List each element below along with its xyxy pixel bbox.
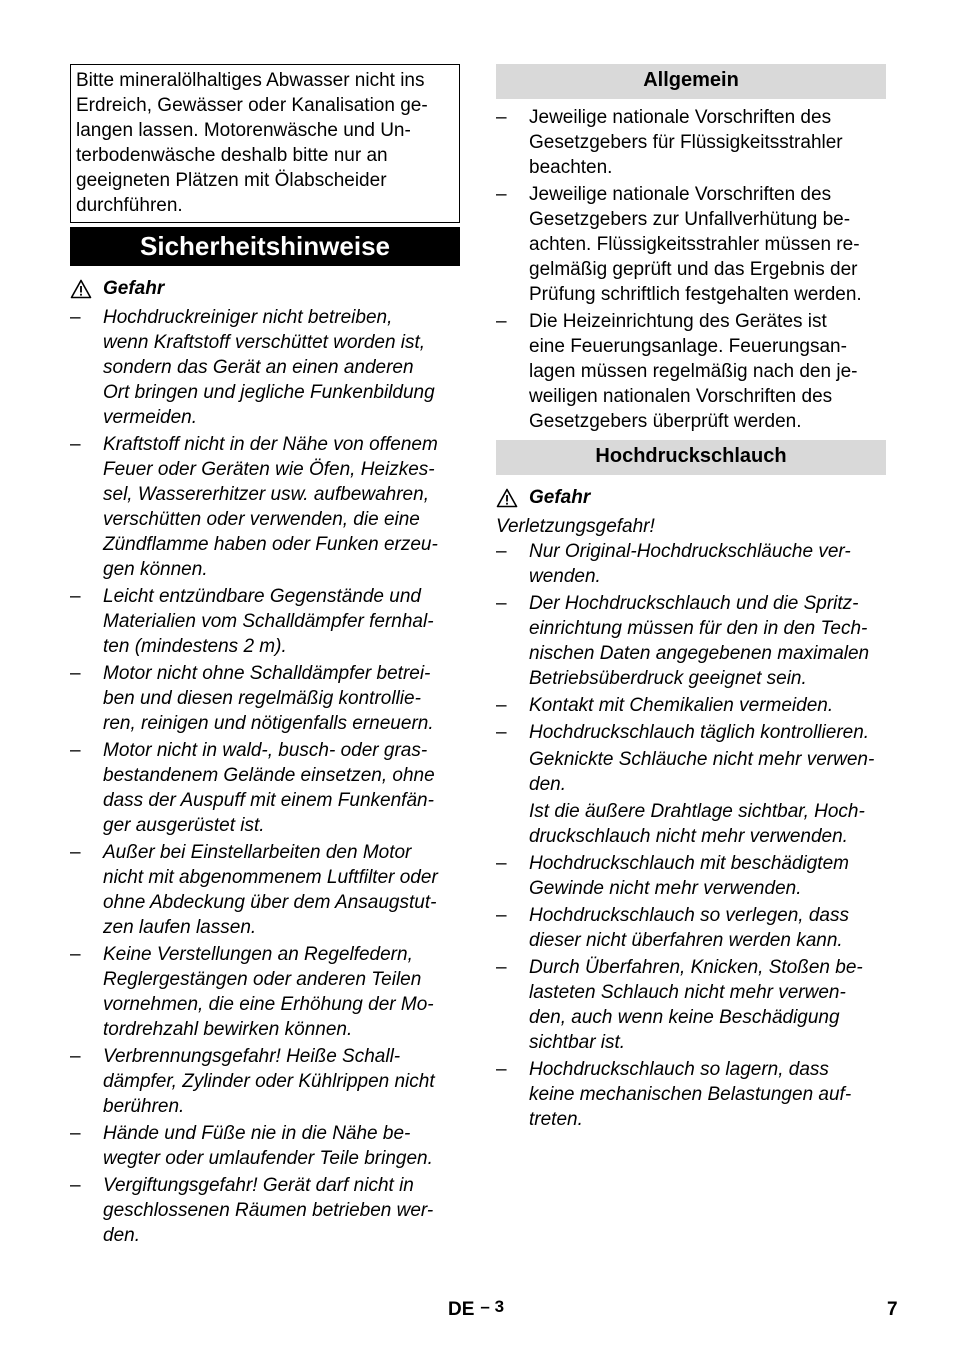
text-line: Bitte mineralölhaltiges Abwasser nicht ins [76, 70, 425, 91]
list-item [496, 591, 886, 691]
text-line: terbodenwäsche deshalb bitte nur an [76, 145, 388, 166]
text-line: Motor nicht in wald-, busch- oder gras- [103, 740, 428, 761]
danger-heading [70, 276, 460, 301]
hose-paragraph [496, 747, 886, 797]
text-line: Hochdruckschlauch täglich kontrollieren. [529, 722, 870, 743]
dash-bullet: – [496, 957, 507, 978]
text-line: Der Hochdruckschlauch und die Spritz- [529, 593, 859, 614]
footer-language: DE [448, 1299, 475, 1320]
text-line: den. [103, 1225, 140, 1246]
text-line: gelmäßig geprüft und das Ergebnis der [529, 259, 858, 280]
text-line: Hände und Füße nie in die Nähe be- [103, 1123, 411, 1144]
hose-list-b [496, 851, 886, 1132]
hose-paragraphs [496, 747, 886, 849]
text-line: geeigneten Plätzen mit Ölabscheider [76, 170, 387, 191]
text-line: nicht mit abgenommenem Luftfilter oder [103, 867, 438, 888]
dash-bullet: – [496, 541, 507, 562]
dash-bullet: – [70, 1046, 81, 1067]
list-item [496, 539, 886, 589]
text-line: verschütten oder verwenden, die eine [103, 509, 420, 530]
text-line: berühren. [103, 1096, 185, 1117]
text-line: vermeiden. [103, 407, 197, 428]
text-line: Durch Überfahren, Knicken, Stoßen be- [529, 957, 863, 978]
text-line: treten. [529, 1109, 583, 1130]
dash-bullet: – [70, 1123, 81, 1144]
text-line: bestandenem Gelände einsetzen, ohne [103, 765, 435, 786]
dash-bullet: – [496, 593, 507, 614]
page-number: 7 [887, 1299, 898, 1320]
text-line: Gesetzgebers überprüft werden. [529, 411, 802, 432]
text-line: sel, Wassererhitzer usw. aufbewahren, [103, 484, 429, 505]
left-column [70, 64, 460, 1250]
text-line: wenden. [529, 566, 601, 587]
dash-bullet: – [496, 184, 507, 205]
dash-bullet: – [70, 1175, 81, 1196]
text-line: Hochdruckschlauch so verlegen, dass [529, 905, 850, 926]
text-line: Kraftstoff nicht in der Nähe von offenem [103, 434, 438, 455]
list-item [70, 1044, 460, 1119]
footer-section-page: – 3 [480, 1297, 505, 1316]
text-line: Leicht entzündbare Gegenstände und [103, 586, 421, 607]
dash-bullet: – [70, 944, 81, 965]
text-line: Betriebsüberdruck geeignet sein. [529, 668, 807, 689]
list-item [70, 432, 460, 582]
right-column [496, 64, 886, 1134]
dash-bullet: – [70, 740, 81, 761]
text-line: keine mechanischen Belastungen auf- [529, 1084, 852, 1105]
dash-bullet: – [496, 311, 507, 332]
text-line: Gewinde nicht mehr verwenden. [529, 878, 802, 899]
text-line: beachten. [529, 157, 613, 178]
section-title-safety: Sicherheitshinweise [70, 227, 460, 266]
text-line: Nur Original-Hochdruckschläuche ver- [529, 541, 851, 562]
dash-bullet: – [496, 905, 507, 926]
text-line: Materialien vom Schalldämpfer fernhal- [103, 611, 434, 632]
list-item [496, 1057, 886, 1132]
text-line: ger ausgerüstet ist. [103, 815, 265, 836]
list-item [496, 693, 886, 718]
text-line: vornehmen, die eine Erhöhung der Mo- [103, 994, 434, 1015]
text-line: ten (mindestens 2 m). [103, 636, 287, 657]
section-title-general: Allgemein [496, 64, 886, 99]
list-item [70, 738, 460, 838]
text-line: Gesetzgebers zur Unfallverhütung be- [529, 209, 851, 230]
text-line: achten. Flüssigkeitsstrahler müssen re- [529, 234, 860, 255]
list-item [496, 903, 886, 953]
dash-bullet: – [496, 695, 507, 716]
text-line: geschlossenen Räumen betrieben wer- [103, 1200, 434, 1221]
list-item [70, 1173, 460, 1248]
text-line: einrichtung müssen für den in den Tech- [529, 618, 868, 639]
dash-bullet: – [496, 722, 507, 743]
text-line: Hochdruckreiniger nicht betreiben, [103, 307, 393, 328]
text-line: dieser nicht überfahren werden kann. [529, 930, 843, 951]
list-item [70, 584, 460, 659]
text-line: Hochdruckschlauch mit beschädigtem [529, 853, 849, 874]
text-line: dass der Auspuff mit einem Funkenfän- [103, 790, 434, 811]
dash-bullet: – [496, 107, 507, 128]
list-item [70, 840, 460, 940]
dash-bullet: – [496, 1059, 507, 1080]
text-line: dämpfer, Zylinder oder Kühlrippen nicht [103, 1071, 435, 1092]
list-item [496, 851, 886, 901]
text-line: den, auch wenn keine Beschädigung [529, 1007, 840, 1028]
list-item [70, 305, 460, 430]
text-line: Vergiftungsgefahr! Gerät darf nicht in [103, 1175, 414, 1196]
safety-list [70, 305, 460, 1248]
text-line: Motor nicht ohne Schalldämpfer betrei- [103, 663, 431, 684]
text-line: Prüfung schriftlich festgehalten werden. [529, 284, 862, 305]
hose-list-a [496, 539, 886, 745]
dash-bullet: – [70, 586, 81, 607]
text-line: Hochdruckschlauch so lagern, dass [529, 1059, 829, 1080]
text-line: tordrehzahl bewirken können. [103, 1019, 353, 1040]
dash-bullet: – [496, 853, 507, 874]
text-line: Die Heizeinrichtung des Gerätes ist [529, 311, 827, 332]
list-item [496, 182, 886, 307]
text-line: ohne Abdeckung über dem Ansaugstut- [103, 892, 437, 913]
text-line: Zündflamme haben oder Funken erzeu- [103, 534, 438, 555]
footer-section-marker [448, 1297, 504, 1322]
text-line: Feuer oder Geräten wie Öfen, Heizkes- [103, 459, 435, 480]
dash-bullet: – [70, 434, 81, 455]
text-line: Jeweilige nationale Vorschriften des [529, 184, 832, 205]
section-title-hose: Hochdruckschlauch [496, 440, 886, 475]
hose-danger-heading [496, 485, 886, 510]
text-line: Ist die äußere Drahtlage sichtbar, Hoch- [529, 801, 865, 822]
text-line: zen laufen lassen. [103, 917, 257, 938]
text-line: Reglergestängen oder anderen Teilen [103, 969, 422, 990]
list-item [70, 942, 460, 1042]
warning-triangle-icon [496, 488, 518, 508]
text-line: Jeweilige nationale Vorschriften des [529, 107, 832, 128]
injury-risk-label: Verletzungsgefahr! [496, 516, 655, 537]
text-line: Geknickte Schläuche nicht mehr verwen- [529, 749, 875, 770]
general-list [496, 105, 886, 434]
list-item [496, 955, 886, 1055]
text-line: Ort bringen und jegliche Funkenbildung [103, 382, 435, 403]
warning-triangle-icon [70, 279, 92, 299]
dash-bullet: – [70, 663, 81, 684]
text-line: lagen müssen regelmäßig nach den je- [529, 361, 858, 382]
environment-notice-box [70, 64, 460, 223]
text-line: weiligen nationalen Vorschriften des [529, 386, 833, 407]
text-line: druckschlauch nicht mehr verwenden. [529, 826, 848, 847]
list-item [70, 1121, 460, 1171]
text-line: ben und diesen regelmäßig kontrollie- [103, 688, 421, 709]
list-item [70, 661, 460, 736]
text-line: eine Feuerungsanlage. Feuerungsan- [529, 336, 847, 357]
text-line: Gesetzgebers für Flüssigkeitsstrahler [529, 132, 843, 153]
list-item [496, 720, 886, 745]
text-line: ren, reinigen und nötigenfalls erneuern. [103, 713, 434, 734]
list-item [496, 309, 886, 434]
text-line: Kontakt mit Chemikalien vermeiden. [529, 695, 834, 716]
hose-paragraph [496, 799, 886, 849]
text-line: Verbrennungsgefahr! Heiße Schall- [103, 1046, 401, 1067]
text-line: Erdreich, Gewässer oder Kanalisation ge- [76, 95, 428, 116]
text-line: lasteten Schlauch nicht mehr verwen- [529, 982, 846, 1003]
text-line: gen können. [103, 559, 208, 580]
text-line: nischen Daten angegebenen maximalen [529, 643, 870, 664]
text-line: Außer bei Einstellarbeiten den Motor [103, 842, 412, 863]
text-line: durchführen. [76, 195, 183, 216]
text-line: sondern das Gerät an einen anderen [103, 357, 414, 378]
text-line: langen lassen. Motorenwäsche und Un- [76, 120, 411, 141]
list-item [496, 105, 886, 180]
text-line: wenn Kraftstoff verschüttet worden ist, [103, 332, 426, 353]
dash-bullet: – [70, 842, 81, 863]
text-line: wegter oder umlaufender Teile bringen. [103, 1148, 433, 1169]
text-line: Keine Verstellungen an Regelfedern, [103, 944, 413, 965]
text-line: den. [529, 774, 566, 795]
danger-label: Gefahr [103, 278, 165, 299]
text-line: sichtbar ist. [529, 1032, 626, 1053]
danger-label: Gefahr [529, 487, 591, 508]
dash-bullet: – [70, 307, 81, 328]
